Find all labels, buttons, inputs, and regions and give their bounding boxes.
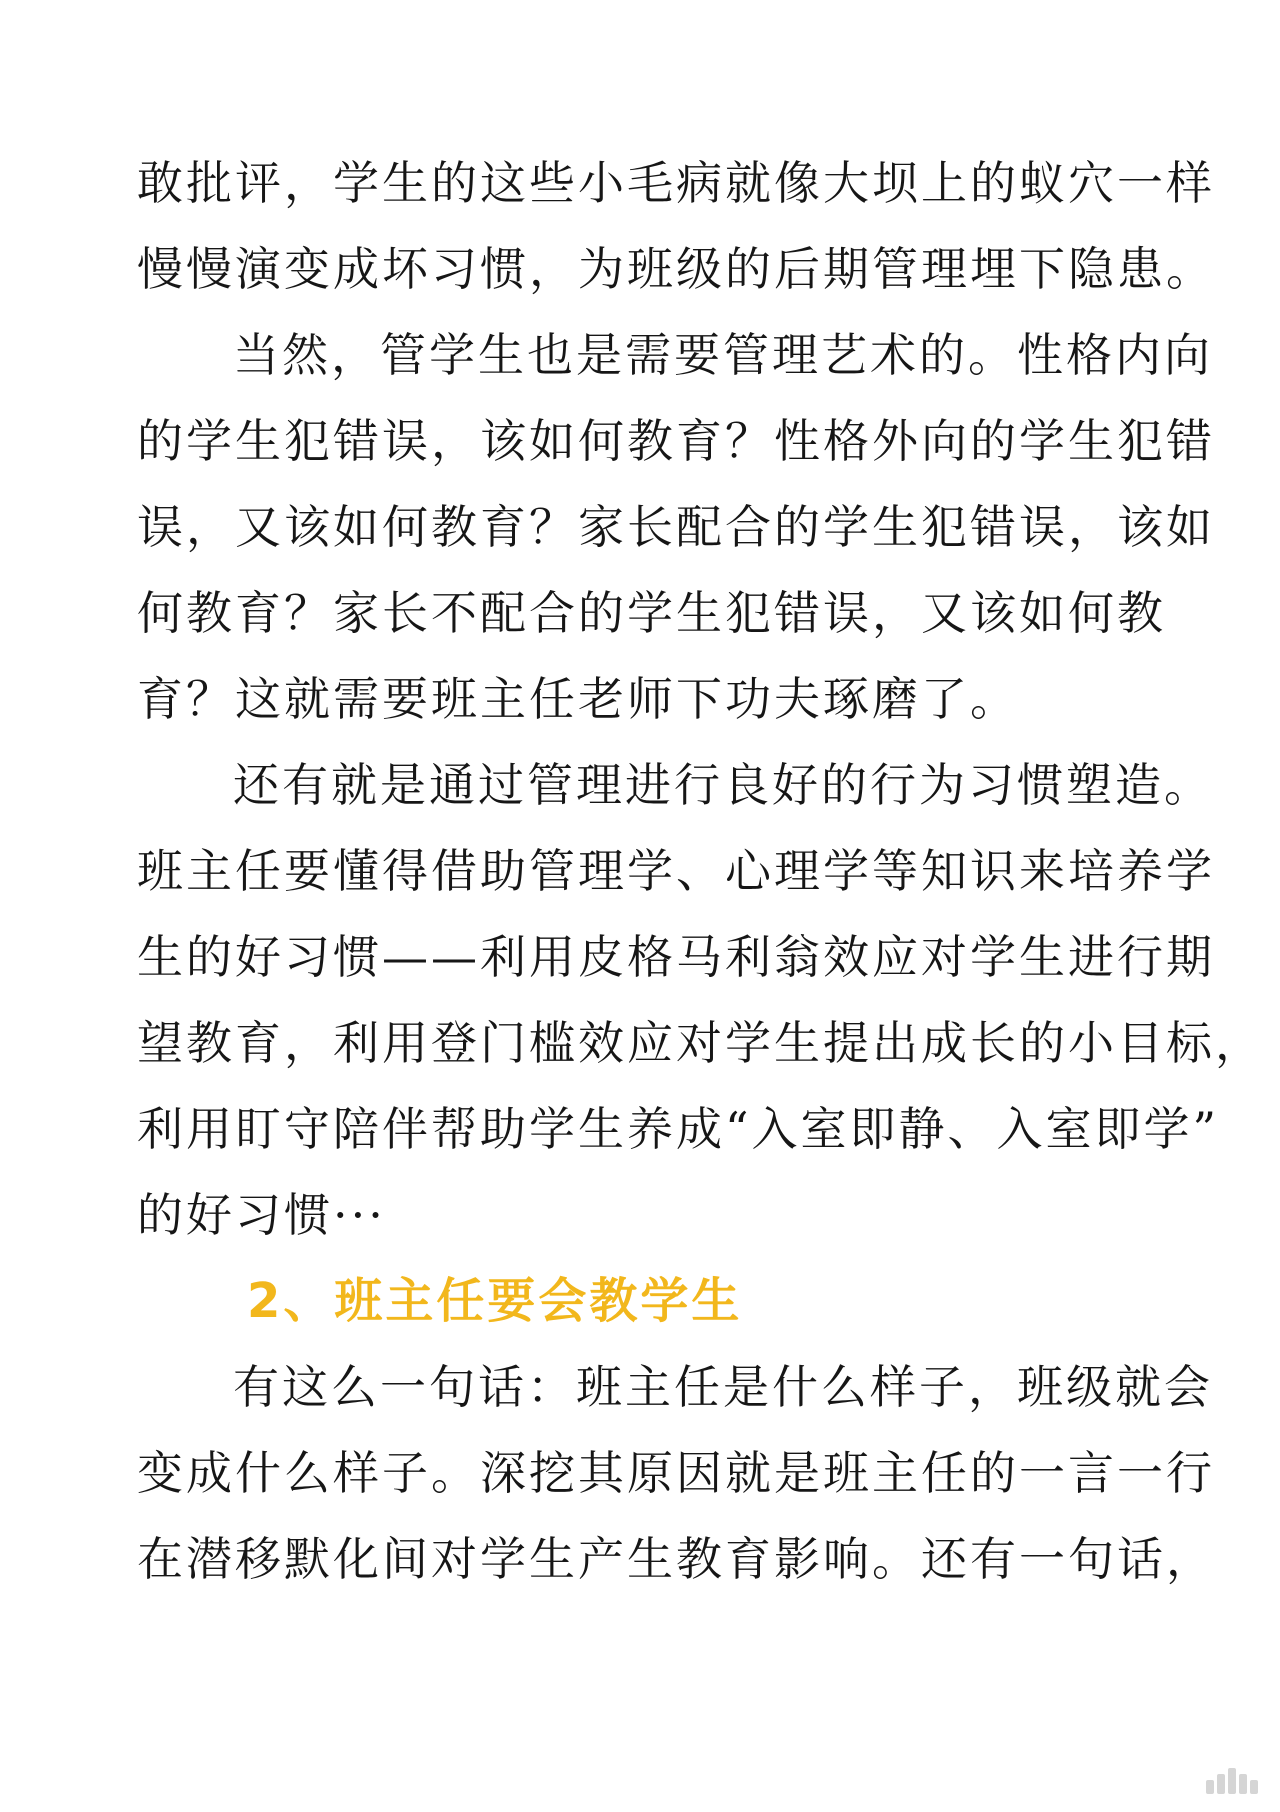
paragraph-line: 望教育，利用登门槛效应对学生提出成长的小目标， bbox=[137, 1016, 1264, 1070]
paragraph-line: 生的好习惯——利用皮格马利翁效应对学生进行期 bbox=[137, 930, 1215, 984]
paragraph-line: 敢批评，学生的这些小毛病就像大坝上的蚁穴一样 bbox=[137, 156, 1215, 210]
paragraph-line: 何教育？家长不配合的学生犯错误，又该如何教 bbox=[137, 586, 1166, 640]
paragraph-line: 的好习惯··· bbox=[137, 1188, 386, 1242]
section-heading: 2、班主任要会教学生 bbox=[247, 1273, 743, 1329]
watermark-bars-icon bbox=[1206, 1768, 1258, 1794]
paragraph-line: 的学生犯错误，该如何教育？性格外向的学生犯错 bbox=[137, 414, 1215, 468]
paragraph-line: 在潜移默化间对学生产生教育影响。还有一句话， bbox=[137, 1532, 1215, 1586]
paragraph-line: 误，又该如何教育？家长配合的学生犯错误，该如 bbox=[137, 500, 1215, 554]
paragraph-line: 班主任要懂得借助管理学、心理学等知识来培养学 bbox=[137, 844, 1215, 898]
paragraph-line: 还有就是通过管理进行良好的行为习惯塑造。 bbox=[233, 758, 1213, 812]
paragraph-line: 当然，管学生也是需要管理艺术的。性格内向 bbox=[233, 328, 1213, 382]
paragraph-line: 利用盯守陪伴帮助学生养成“入室即静、入室即学” bbox=[137, 1102, 1220, 1156]
paragraph-line: 慢慢演变成坏习惯，为班级的后期管理埋下隐患。 bbox=[137, 242, 1215, 296]
paragraph-line: 有这么一句话：班主任是什么样子，班级就会 bbox=[233, 1360, 1213, 1414]
document-body bbox=[137, 140, 1264, 1602]
paragraph-line: 育？这就需要班主任老师下功夫琢磨了。 bbox=[137, 672, 1019, 726]
paragraph-line: 变成什么样子。深挖其原因就是班主任的一言一行 bbox=[137, 1446, 1215, 1500]
